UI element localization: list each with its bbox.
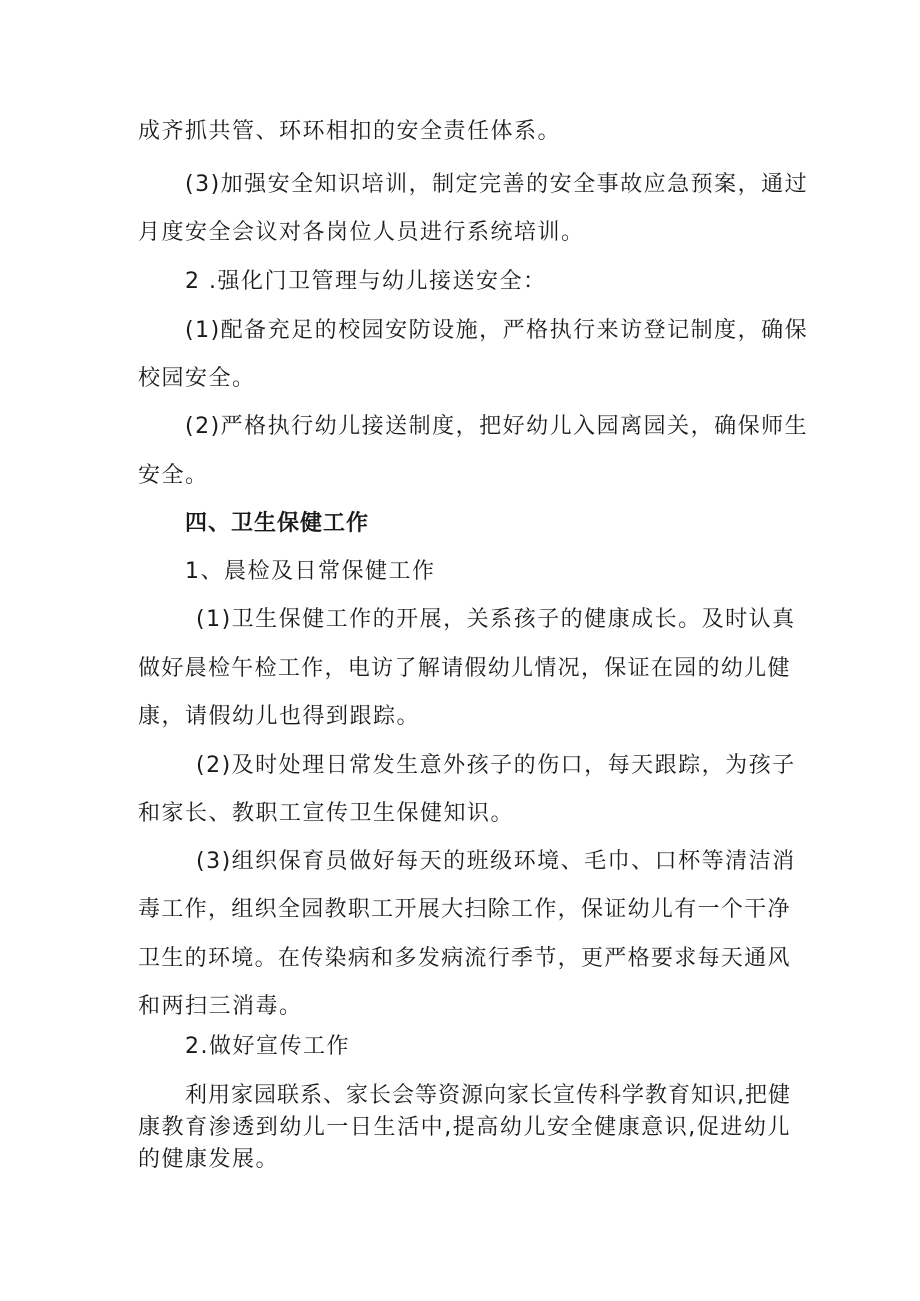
paragraph-line: 和两扫三消毒。 xyxy=(138,994,303,1019)
paragraph-line: 安全。 xyxy=(138,463,209,488)
paragraph-line: 和家长、教职工宣传卫生保健知识。 xyxy=(138,801,515,826)
paragraph-line: (3)加强安全知识培训，制定完善的安全事故应急预案，通过 xyxy=(185,172,809,197)
section-subheading: 1、晨检及日常保健工作 xyxy=(185,559,436,584)
paragraph-line: 康教育渗透到幼儿一日生活中,提高幼儿安全健康意识,促进幼儿 xyxy=(138,1115,790,1140)
paragraph-line: 校园安全。 xyxy=(138,366,256,391)
paragraph-line: 卫生的环境。在传染病和多发病流行季节，更严格要求每天通风 xyxy=(138,946,790,971)
section-subheading: 2.做好宣传工作 xyxy=(185,1034,350,1059)
paragraph-line: (1)卫生保健工作的开展，关系孩子的健康成长。及时认真 xyxy=(196,607,796,632)
paragraph-line: (2)严格执行幼儿接送制度，把好幼儿入园离园关，确保师生 xyxy=(185,414,809,439)
paragraph-line: 成齐抓共管、环环相扣的安全责任体系。 xyxy=(138,119,562,144)
paragraph-line: (3)组织保育员做好每天的班级环境、毛巾、口杯等清洁消 xyxy=(196,849,796,874)
paragraph-line: 月度安全会议对各岗位人员进行系统培训。 xyxy=(138,220,585,245)
paragraph-line: (2)及时处理日常发生意外孩子的伤口，每天跟踪，为孩子 xyxy=(196,753,796,778)
paragraph-line: (1)配备充足的校园安防设施，严格执行来访登记制度，确保 xyxy=(185,318,809,343)
paragraph-line: 康，请假幼儿也得到跟踪。 xyxy=(138,704,421,729)
paragraph-line: 利用家园联系、家长会等资源向家长宣传科学教育知识,把健 xyxy=(185,1083,791,1108)
paragraph-line: 毒工作，组织全园教职工开展大扫除工作，保证幼儿有一个干净 xyxy=(138,897,790,922)
section-subheading: 2 .强化门卫管理与幼儿接送安全： xyxy=(185,269,547,294)
paragraph-line: 做好晨检午检工作，电访了解请假幼儿情况，保证在园的幼儿健 xyxy=(138,656,790,681)
section-heading: 四、卫生保健工作 xyxy=(185,511,370,536)
paragraph-line: 的健康发展。 xyxy=(138,1147,280,1172)
